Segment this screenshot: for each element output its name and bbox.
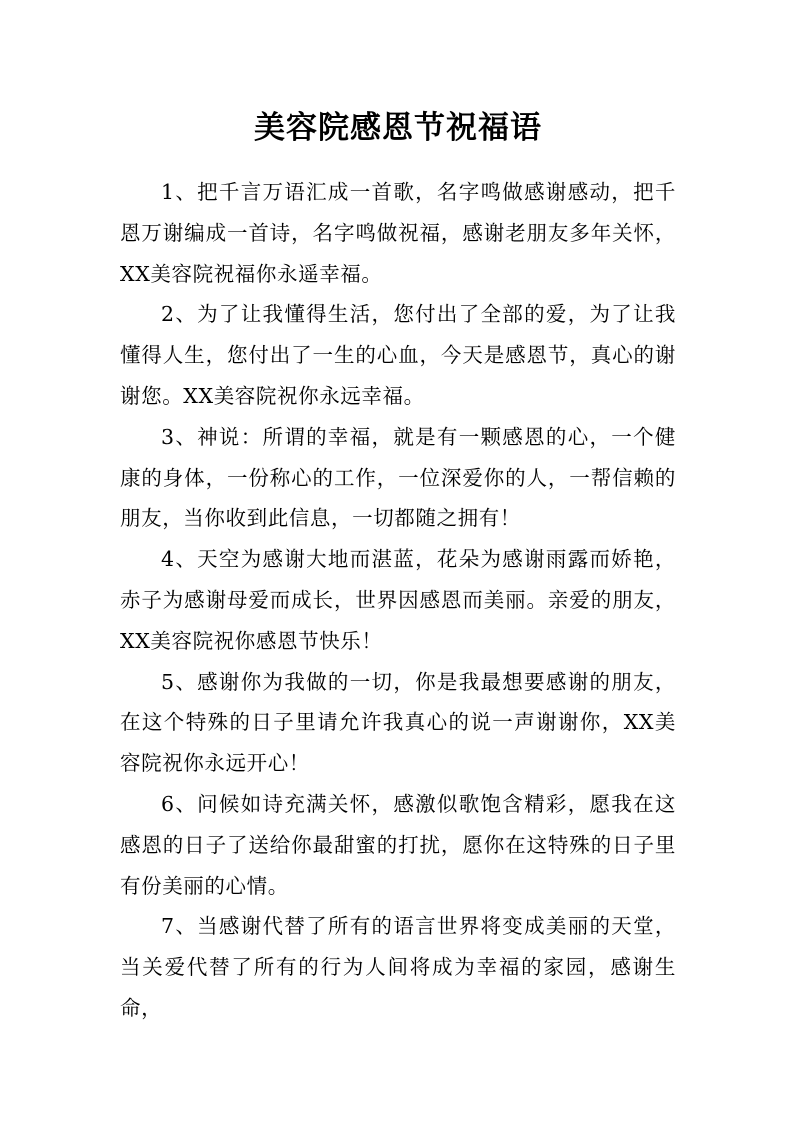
paragraph-6: 6、问候如诗充满关怀，感激似歌饱含精彩，愿我在这感恩的日子了送给你最甜蜜的打扰，愿你在这特殊的日子里有份美丽的心情。 [120, 791, 676, 898]
document-title: 美容院感恩节祝福语 [254, 110, 542, 146]
paragraph-1: 1、把千言万语汇成一首歌，名字鸣做感谢感动，把千恩万谢编成一首诗，名字鸣做祝福，感谢老朋友多年关怀，XX美容院祝福你永遥幸福。 [120, 180, 676, 286]
paragraph-4: 4、天空为感谢大地而湛蓝，花朵为感谢雨露而娇艳，赤子为感谢母爱而成长，世界因感恩而美丽。亲爱的朋友，XX美容院祝你感恩节快乐！ [120, 547, 676, 653]
paragraph-3: 3、神说：所谓的幸福，就是有一颗感恩的心，一个健康的身体，一份称心的工作，一位深爱你的人，一帮信赖的朋友，当你收到此信息，一切都随之拥有！ [120, 424, 676, 531]
paragraph-7: 7、当感谢代替了所有的语言世界将变成美丽的天堂，当关爱代替了所有的行为人间将成为幸福的家园，感谢生命， [120, 914, 676, 1020]
paragraph-2: 2、为了让我懂得生活，您付出了全部的爱，为了让我懂得人生，您付出了一生的心血，今天是感恩节，真心的谢谢您。XX美容院祝你永远幸福。 [120, 302, 676, 408]
document-body [120, 172, 676, 1029]
paragraph-5: 5、感谢你为我做的一切，你是我最想要感谢的朋友，在这个特殊的日子里请允许我真心的说一声谢谢你，XX美容院祝你永远开心！ [120, 669, 676, 776]
